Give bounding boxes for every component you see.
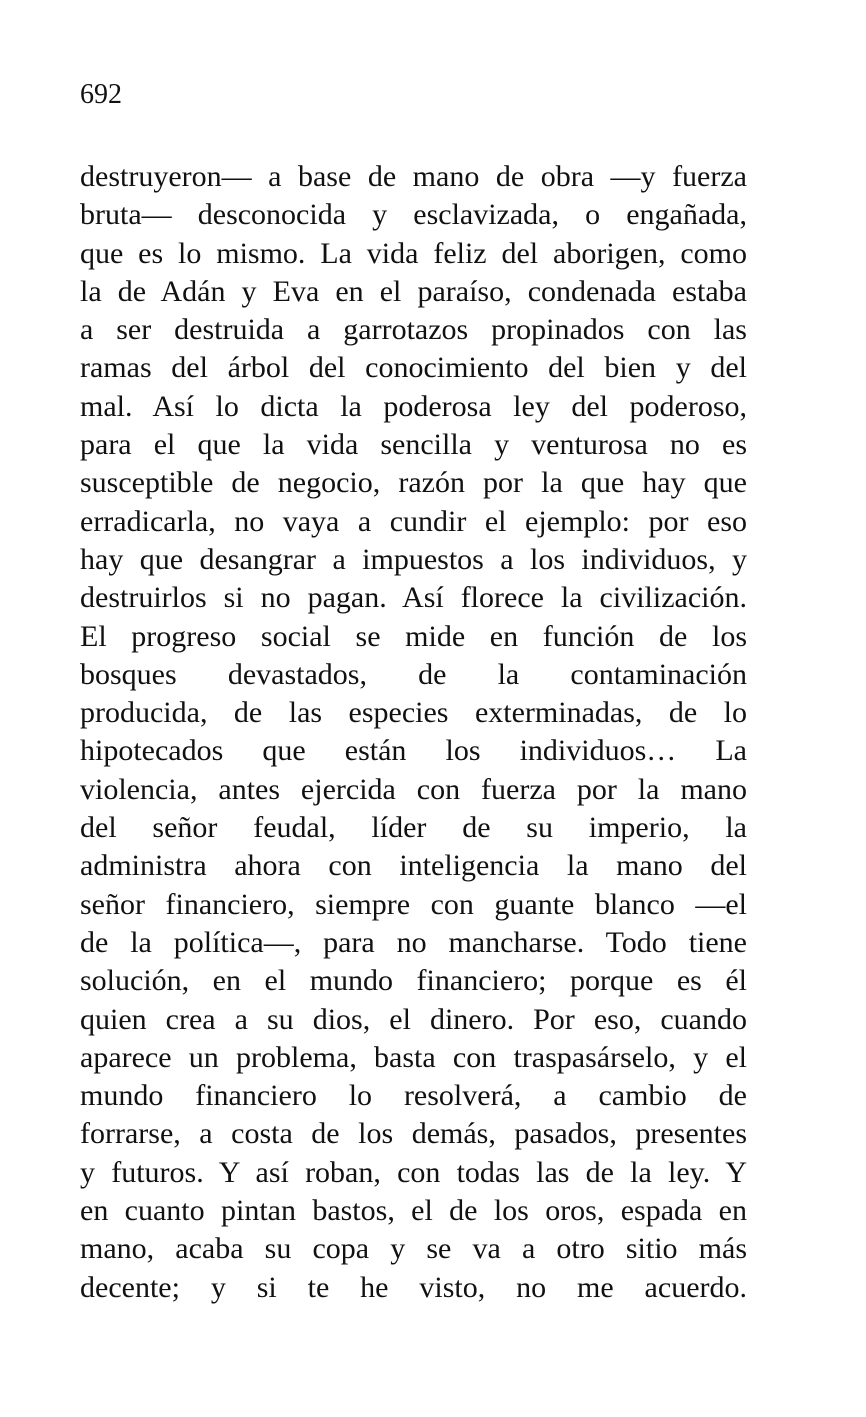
text-line: bruta— desconocida y esclavizada, o engañada,	[80, 198, 747, 232]
text-line: destruirlos si no pagan. Así florece la civilización.	[80, 581, 747, 615]
text-line: bosques devastados, de la contaminación	[80, 657, 747, 691]
text-line: hay que desangrar a impuestos a los individuos, y	[80, 542, 747, 576]
text-line: para el que la vida sencilla y venturosa no es	[80, 428, 747, 462]
text-line: mundo financiero lo resolverá, a cambio de	[80, 1079, 747, 1113]
text-line: de la política—, para no mancharse. Todo tiene	[80, 925, 747, 959]
text-line: mal. Así lo dicta la poderosa ley del poderoso,	[80, 389, 747, 423]
text-line: mano, acaba su copa y se va a otro sitio más	[80, 1232, 747, 1266]
text-line: violencia, antes ejercida con fuerza por la mano	[80, 772, 747, 806]
text-line: solución, en el mundo financiero; porque es él	[80, 964, 747, 998]
text-line: y futuros. Y así roban, con todas las de la ley. Y	[80, 1155, 747, 1189]
text-line: erradicarla, no vaya a cundir el ejemplo: por eso	[80, 504, 747, 538]
text-line: susceptible de negocio, razón por la que hay que	[80, 466, 747, 500]
text-line: producida, de las especies exterminadas, de lo	[80, 696, 747, 730]
body-text	[80, 158, 747, 1307]
text-line: El progreso social se mide en función de los	[80, 619, 747, 653]
text-line: en cuanto pintan bastos, el de los oros, espada en	[80, 1194, 747, 1228]
text-line: del señor feudal, líder de su imperio, la	[80, 811, 747, 845]
text-line: que es lo mismo. La vida feliz del aborigen, como	[80, 236, 747, 270]
text-line: forrarse, a costa de los demás, pasados, presentes	[80, 1117, 747, 1151]
page-number: 692	[80, 79, 122, 110]
text-line: administra ahora con inteligencia la mano del	[80, 849, 747, 883]
text-line: aparece un problema, basta con traspasárselo, y el	[80, 1040, 747, 1074]
text-line: decente; y si te he visto, no me acuerdo.	[80, 1270, 747, 1304]
text-line: a ser destruida a garrotazos propinados con las	[80, 313, 747, 347]
text-line: señor financiero, siempre con guante blanco —el	[80, 887, 747, 921]
text-line: quien crea a su dios, el dinero. Por eso, cuando	[80, 1002, 747, 1036]
text-line: ramas del árbol del conocimiento del bien y del	[80, 351, 747, 385]
text-line: destruyeron— a base de mano de obra —y fuerza	[80, 160, 747, 193]
text-line: hipotecados que están los individuos… La	[80, 734, 747, 768]
text-line: la de Adán y Eva en el paraíso, condenada estaba	[80, 274, 747, 308]
